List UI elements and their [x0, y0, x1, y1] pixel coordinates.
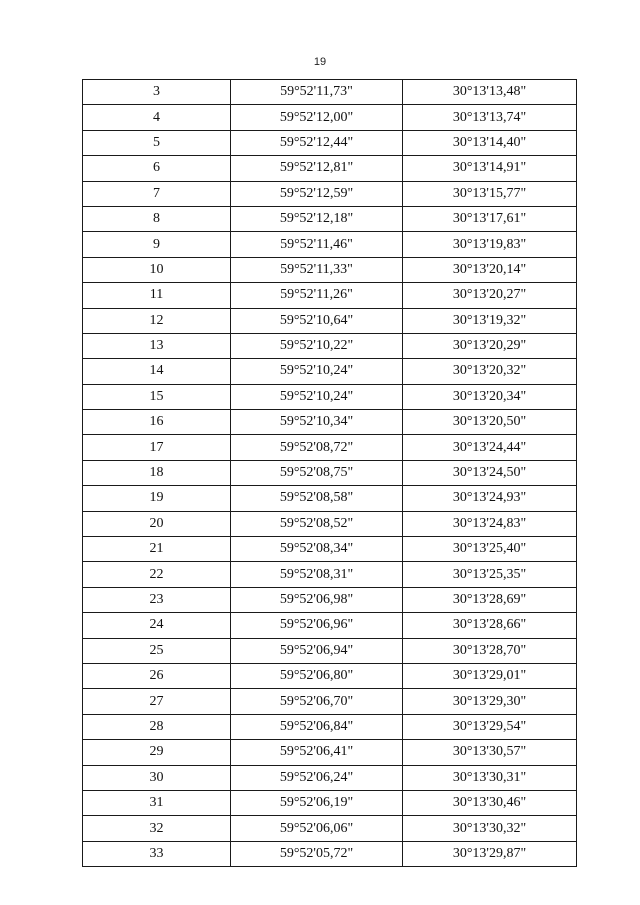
point-number-cell: 20: [83, 511, 231, 536]
table-row: [83, 181, 577, 206]
point-number-cell: 10: [83, 257, 231, 282]
table-row: [83, 232, 577, 257]
longitude-cell: 30°13'28,70": [403, 638, 577, 663]
longitude-cell: 30°13'20,50": [403, 410, 577, 435]
latitude-cell: 59°52'08,52": [231, 511, 403, 536]
latitude-cell: 59°52'06,96": [231, 613, 403, 638]
longitude-cell: 30°13'20,29": [403, 333, 577, 358]
latitude-cell: 59°52'11,46": [231, 232, 403, 257]
table-row: [83, 384, 577, 409]
longitude-cell: 30°13'29,30": [403, 689, 577, 714]
longitude-cell: 30°13'28,66": [403, 613, 577, 638]
latitude-cell: 59°52'12,18": [231, 206, 403, 231]
longitude-cell: 30°13'29,54": [403, 714, 577, 739]
point-number-cell: 24: [83, 613, 231, 638]
longitude-cell: 30°13'30,31": [403, 765, 577, 790]
table-row: [83, 156, 577, 181]
point-number-cell: 32: [83, 816, 231, 841]
point-number-cell: 25: [83, 638, 231, 663]
longitude-cell: 30°13'30,32": [403, 816, 577, 841]
point-number-cell: 9: [83, 232, 231, 257]
point-number-cell: 6: [83, 156, 231, 181]
page-number: 19: [313, 56, 327, 68]
coordinates-table-body: [83, 80, 577, 867]
longitude-cell: 30°13'29,01": [403, 663, 577, 688]
table-row: [83, 740, 577, 765]
latitude-cell: 59°52'08,58": [231, 486, 403, 511]
latitude-cell: 59°52'06,24": [231, 765, 403, 790]
longitude-cell: 30°13'25,40": [403, 537, 577, 562]
table-row: [83, 790, 577, 815]
point-number-cell: 5: [83, 130, 231, 155]
point-number-cell: 29: [83, 740, 231, 765]
latitude-cell: 59°52'12,44": [231, 130, 403, 155]
table-row: [83, 410, 577, 435]
table-row: [83, 206, 577, 231]
point-number-cell: 23: [83, 587, 231, 612]
latitude-cell: 59°52'06,80": [231, 663, 403, 688]
table-row: [83, 257, 577, 282]
latitude-cell: 59°52'11,33": [231, 257, 403, 282]
table-row: [83, 689, 577, 714]
longitude-cell: 30°13'20,14": [403, 257, 577, 282]
longitude-cell: 30°13'24,44": [403, 435, 577, 460]
table-row: [83, 435, 577, 460]
table-row: [83, 714, 577, 739]
latitude-cell: 59°52'06,94": [231, 638, 403, 663]
point-number-cell: 8: [83, 206, 231, 231]
latitude-cell: 59°52'06,70": [231, 689, 403, 714]
table-row: [83, 80, 577, 105]
table-row: [83, 486, 577, 511]
point-number-cell: 13: [83, 333, 231, 358]
longitude-cell: 30°13'14,40": [403, 130, 577, 155]
longitude-cell: 30°13'13,48": [403, 80, 577, 105]
table-row: [83, 663, 577, 688]
coordinates-table: [82, 79, 577, 867]
point-number-cell: 15: [83, 384, 231, 409]
point-number-cell: 19: [83, 486, 231, 511]
table-row: [83, 841, 577, 866]
point-number-cell: 12: [83, 308, 231, 333]
point-number-cell: 4: [83, 105, 231, 130]
table-row: [83, 333, 577, 358]
latitude-cell: 59°52'06,98": [231, 587, 403, 612]
latitude-cell: 59°52'08,34": [231, 537, 403, 562]
point-number-cell: 7: [83, 181, 231, 206]
longitude-cell: 30°13'28,69": [403, 587, 577, 612]
table-row: [83, 613, 577, 638]
latitude-cell: 59°52'12,81": [231, 156, 403, 181]
longitude-cell: 30°13'29,87": [403, 841, 577, 866]
latitude-cell: 59°52'10,34": [231, 410, 403, 435]
point-number-cell: 11: [83, 283, 231, 308]
latitude-cell: 59°52'06,84": [231, 714, 403, 739]
longitude-cell: 30°13'30,57": [403, 740, 577, 765]
table-row: [83, 359, 577, 384]
table-row: [83, 130, 577, 155]
point-number-cell: 27: [83, 689, 231, 714]
table-row: [83, 283, 577, 308]
longitude-cell: 30°13'24,93": [403, 486, 577, 511]
table-row: [83, 816, 577, 841]
point-number-cell: 16: [83, 410, 231, 435]
table-row: [83, 511, 577, 536]
longitude-cell: 30°13'19,83": [403, 232, 577, 257]
longitude-cell: 30°13'24,83": [403, 511, 577, 536]
latitude-cell: 59°52'10,24": [231, 359, 403, 384]
table-row: [83, 460, 577, 485]
latitude-cell: 59°52'10,22": [231, 333, 403, 358]
point-number-cell: 3: [83, 80, 231, 105]
point-number-cell: 33: [83, 841, 231, 866]
longitude-cell: 30°13'13,74": [403, 105, 577, 130]
table-row: [83, 638, 577, 663]
longitude-cell: 30°13'15,77": [403, 181, 577, 206]
table-row: [83, 765, 577, 790]
longitude-cell: 30°13'20,32": [403, 359, 577, 384]
latitude-cell: 59°52'10,24": [231, 384, 403, 409]
latitude-cell: 59°52'08,72": [231, 435, 403, 460]
point-number-cell: 28: [83, 714, 231, 739]
latitude-cell: 59°52'12,59": [231, 181, 403, 206]
point-number-cell: 31: [83, 790, 231, 815]
point-number-cell: 21: [83, 537, 231, 562]
latitude-cell: 59°52'06,06": [231, 816, 403, 841]
point-number-cell: 26: [83, 663, 231, 688]
point-number-cell: 17: [83, 435, 231, 460]
table-row: [83, 105, 577, 130]
point-number-cell: 18: [83, 460, 231, 485]
latitude-cell: 59°52'06,19": [231, 790, 403, 815]
point-number-cell: 30: [83, 765, 231, 790]
longitude-cell: 30°13'25,35": [403, 562, 577, 587]
latitude-cell: 59°52'06,41": [231, 740, 403, 765]
table-row: [83, 562, 577, 587]
latitude-cell: 59°52'05,72": [231, 841, 403, 866]
latitude-cell: 59°52'12,00": [231, 105, 403, 130]
latitude-cell: 59°52'10,64": [231, 308, 403, 333]
longitude-cell: 30°13'20,27": [403, 283, 577, 308]
longitude-cell: 30°13'30,46": [403, 790, 577, 815]
longitude-cell: 30°13'19,32": [403, 308, 577, 333]
table-row: [83, 587, 577, 612]
latitude-cell: 59°52'11,26": [231, 283, 403, 308]
longitude-cell: 30°13'20,34": [403, 384, 577, 409]
latitude-cell: 59°52'08,75": [231, 460, 403, 485]
longitude-cell: 30°13'24,50": [403, 460, 577, 485]
longitude-cell: 30°13'14,91": [403, 156, 577, 181]
latitude-cell: 59°52'11,73": [231, 80, 403, 105]
latitude-cell: 59°52'08,31": [231, 562, 403, 587]
point-number-cell: 14: [83, 359, 231, 384]
table-row: [83, 537, 577, 562]
longitude-cell: 30°13'17,61": [403, 206, 577, 231]
point-number-cell: 22: [83, 562, 231, 587]
table-row: [83, 308, 577, 333]
